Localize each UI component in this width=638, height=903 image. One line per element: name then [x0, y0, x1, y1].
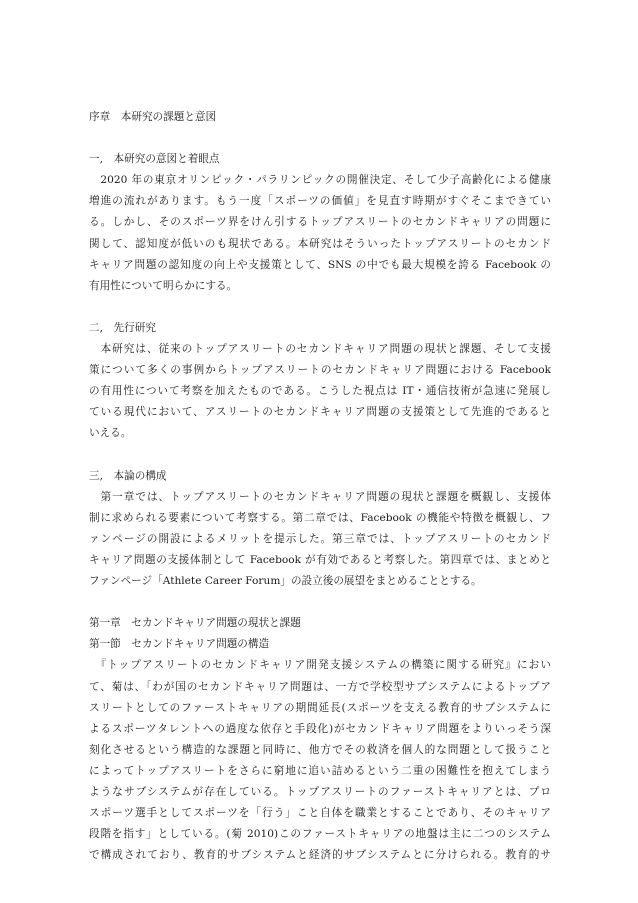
spacer	[89, 297, 551, 318]
section-3-heading: 三, 本論の構成	[89, 469, 167, 482]
chapter-1-line: によってトップアスリートをさらに窮地に追い詰めるという二重の困難性を抱えてしまう	[89, 764, 551, 777]
section-3-line: ファンページ「Athlete Career Forum」の設立後の展望をまとめることとする。	[89, 575, 482, 588]
chapter-1-line: で構成されており、教育的サブシステムと経済的サブシステムとに分けられる。教育的サ	[89, 849, 551, 862]
chapter-1-subheading: 第一節 セカンドキャリア問題の構造	[89, 638, 270, 651]
section-3-line: ァンページの開設によるメリットを提示した。第三章では、トップアスリートのセカンド	[89, 532, 551, 545]
chapter-1-line: よるスポーツタレントへの過度な依存と手段化)がセカンドキャリア問題をよりいっそう深	[89, 722, 551, 735]
section-1-line: 2020 年の東京オリンピック・パラリンピックの開催決定、そして少子高齢化による健康	[89, 174, 551, 187]
section-2-line: 策について多くの事例からトップアスリートのセカンドキャリア問題における Facebook	[89, 364, 551, 377]
section-1-line: る。しかし、そのスポーツ界をけん引するトップアスリートのセカンドキャリアの問題に	[89, 216, 551, 229]
section-1-line: 関して、認知度が低いのも現状である。本研究はそういったトップアスリートのセカンド	[89, 237, 551, 250]
chapter-1-line: ようなサブシステムが存在している。トップアスリートのファーストキャリアとは、プロ	[89, 786, 551, 798]
chapter-1-line: て、菊は、「わが国のセカンドキャリア問題は、一方で学校型サブシステムによるトップア	[89, 680, 551, 693]
chapter-1-line: 『トップアスリートのセカンドキャリア開発支援システムの構築に関する研究』におい	[89, 659, 551, 672]
section-1-heading: 一, 本研究の意図と着眼点	[89, 153, 220, 166]
section-2-line: ている現代において、アスリートのセカンドキャリア問題の支援策として先進的であると	[89, 406, 551, 419]
chapter-1-line: 刻化させるという構造的な課題と同時に、他方でその救済を個人的な問題として扱うこと	[89, 743, 551, 756]
section-3-line: キャリア問題の支援体制として Facebook が有効であると考察した。第四章では、まとめと	[89, 553, 551, 566]
section-2-heading: 二, 先行研究	[89, 321, 156, 334]
chapter-1-line: 段階を指す」としている。(菊 2010)このファーストキャリアの地盤は主に二つのシステム	[89, 828, 551, 841]
section-1-line: キャリア問題の認知度の向上や支援策として、SNS の中でも最大規模を誇る Facebook の	[89, 258, 551, 271]
spacer	[89, 592, 551, 613]
preface-title: 序章 本研究の課題と意図	[89, 111, 217, 123]
section-2-line: 本研究は、従来のトップアスリートのセカンドキャリア問題の現状と課題、そして支援	[89, 343, 551, 356]
document-page	[89, 107, 551, 866]
section-3-line: 制に求められる要素について考察する。第二章では、Facebook の機能や特徴を概観し、フ	[89, 511, 551, 524]
section-2-line: いえる。	[89, 427, 132, 440]
spacer	[89, 128, 551, 149]
section-2-line: の有用性について考察を加えたものである。こうした視点は IT・通信技術が急速に発展し	[89, 385, 551, 398]
chapter-1-line: スポーツ選手としてスポーツを「行う」こと自体を職業とすることであり、そのキャリア	[89, 807, 551, 820]
chapter-1-heading: 第一章 セカンドキャリア問題の現状と課題	[89, 617, 301, 630]
spacer	[89, 445, 551, 466]
section-3-line: 第一章では、トップアスリートのセカンドキャリア問題の現状と課題を概観し、支援体	[89, 490, 551, 503]
section-1-line: 有用性について明らかにする。	[89, 279, 238, 292]
chapter-1-line: スリートとしてのファーストキャリアの期間延長(スポーツを支える教育的サブシステムに	[89, 701, 551, 714]
section-1-line: 増進の流れがあります。もう一度「スポーツの価値」を見直す時期がすぐそこまできてい	[89, 195, 551, 208]
